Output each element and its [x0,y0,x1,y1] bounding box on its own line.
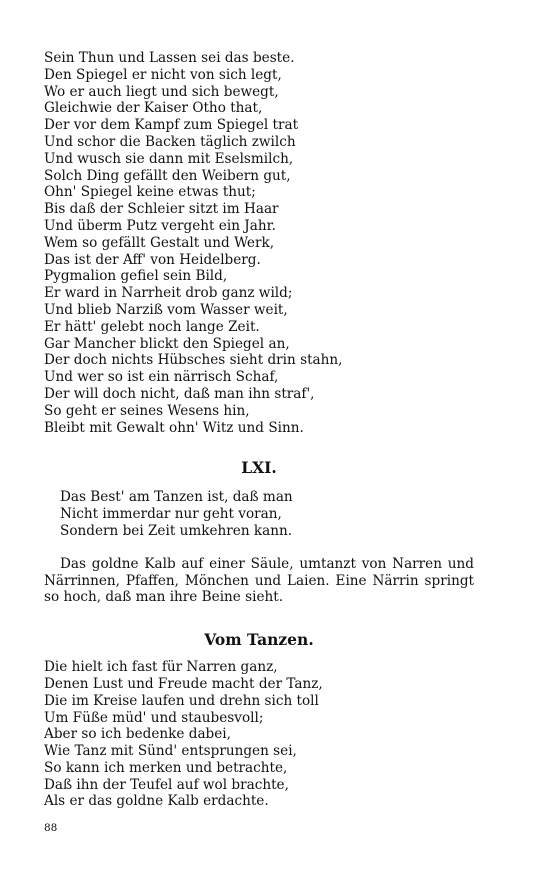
verse-line: So geht er seines Wesens hin, [44,402,250,419]
verse-line: Pygmalion gefiel sein Bild, [44,268,228,285]
verse-line: Aber so ich bedenke dabei, [44,726,231,743]
motto-line: Das Best' am Tanzen ist, daß man [60,489,293,506]
verse-line: Um Füße müd' und staubesvoll; [44,709,264,726]
woodcut-description: Das goldne Kalb auf einer Säule, umtanzt von Narren und Närrinnen, Pfaffen, Mönchen und Laien. Eine Närrin springt so hoch, daß man ihre Beine sieht. [44,555,474,606]
verse-line: So kann ich merken und betrachte, [44,759,288,776]
verse-line: Und überm Putz vergeht ein Jahr. [44,217,276,234]
motto-line: Sondern bei Zeit umkehren kann. [60,522,293,539]
verse-line: Er hätt' gelebt noch lange Zeit. [44,318,260,335]
verse-line: Als er das goldne Kalb erdachte. [44,793,269,810]
verse-line: Die im Kreise laufen und drehn sich toll [44,692,319,709]
verse-line: Und schor die Backen täglich zwilch [44,133,296,150]
motto-line: Nicht immerdar nur geht voran, [60,506,282,523]
verse-line: Ohn' Spiegel keine etwas thut; [44,184,256,201]
verse-bottom [44,659,474,810]
verse-line: Denen Lust und Freude macht der Tanz, [44,675,323,692]
verse-line: Wo er auch liegt und sich bewegt, [44,83,279,100]
verse-line: Und blieb Narziß vom Wasser weit, [44,301,288,318]
verse-line: Daß ihn der Teufel auf wol brachte, [44,776,289,793]
verse-line: Gleichwie der Kaiser Otho that, [44,100,263,117]
verse-line: Wie Tanz mit Sünd' entsprungen sei, [44,743,297,760]
verse-line: Sein Thun und Lassen sei das beste. [44,50,295,66]
verse-line: Die hielt ich fast für Narren ganz, [44,659,278,676]
verse-line: Wem so gefällt Gestalt und Werk, [44,234,275,251]
verse-line: Der doch nichts Hübsches sieht drin stahn, [44,352,343,369]
verse-line: Bis daß der Schleier sitzt im Haar [44,201,279,218]
verse-line: Der will doch nicht, daß man ihn straf', [44,385,315,402]
verse-line: Der vor dem Kampf zum Spiegel trat [44,117,299,134]
chapter-title: Vom Tanzen. [204,630,314,650]
chapter-number: LXI. [241,458,277,478]
page-number: 88 [44,822,58,834]
verse-line: Bleibt mit Gewalt ohn' Witz und Sinn. [44,419,304,436]
verse-line: Den Spiegel er nicht von sich legt, [44,66,282,83]
verse-top [44,50,474,436]
verse-line: Das ist der Aff' von Heidelberg. [44,251,261,268]
verse-line: Gar Mancher blickt den Spiegel an, [44,335,290,352]
verse-line: Er ward in Narrheit drob ganz wild; [44,285,293,302]
verse-line: Und wer so ist ein närrisch Schaf, [44,369,279,386]
book-page [44,50,474,810]
verse-line: Und wusch sie dann mit Eselsmilch, [44,150,294,167]
chapter-motto [44,489,474,539]
verse-line: Solch Ding gefällt den Weibern gut, [44,167,291,184]
